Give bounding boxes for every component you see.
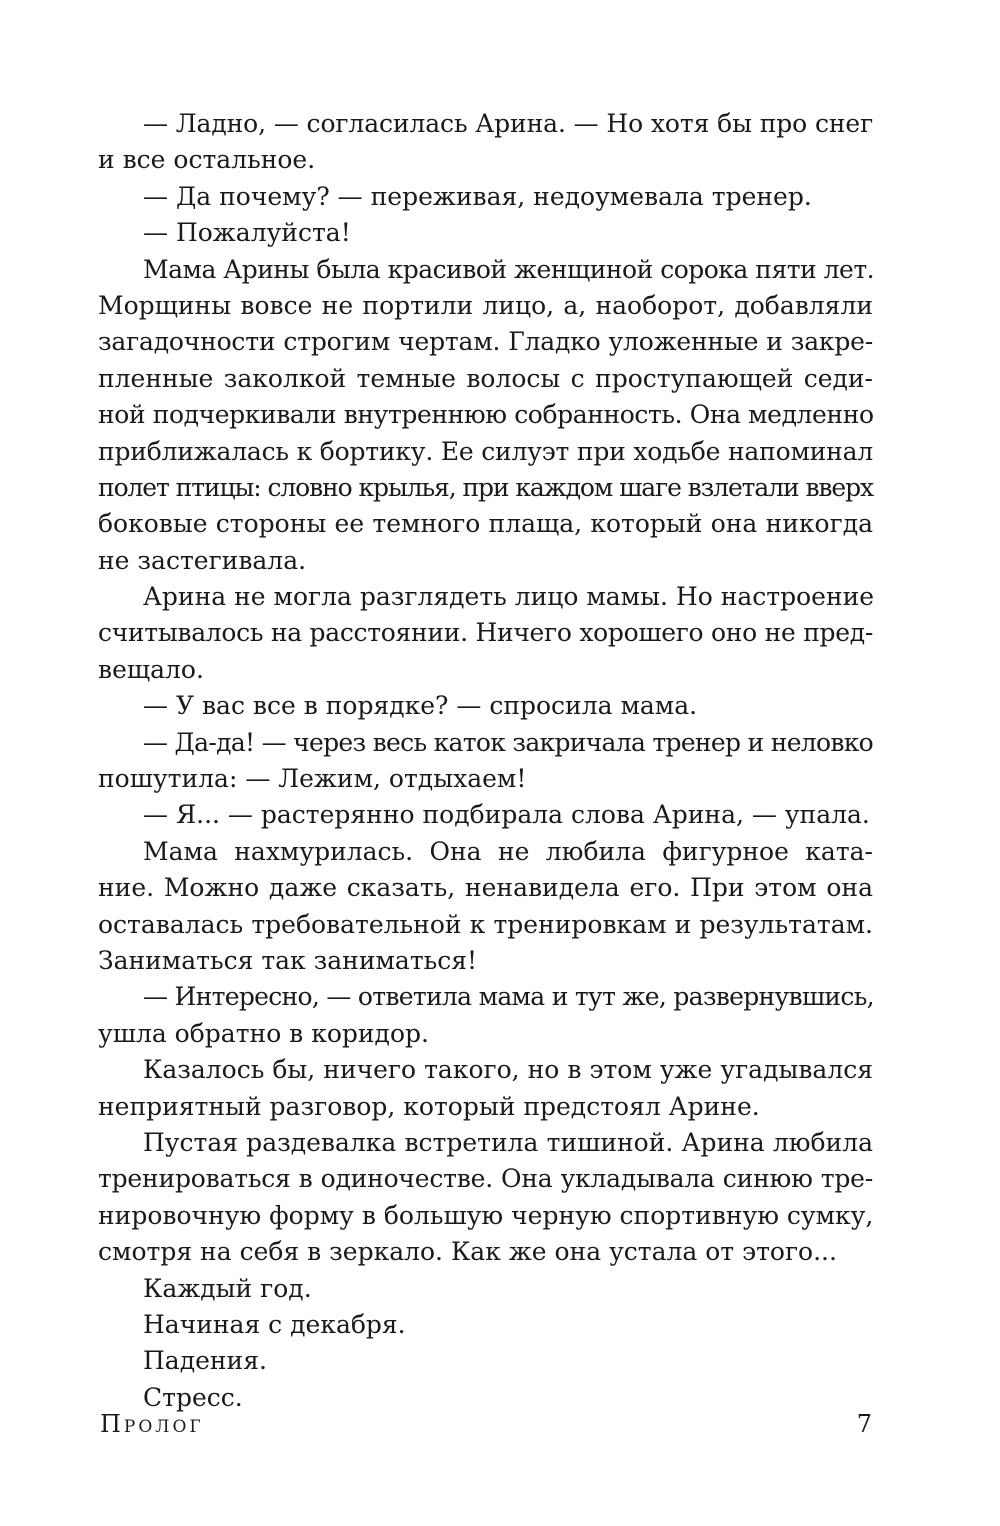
text-line: — Да-да! — через весь каток закричала тренер и неловко — [143, 727, 873, 757]
text-line: вещало. — [98, 654, 204, 684]
text-line: Заниматься так заниматься! — [98, 945, 478, 975]
text-line: ной подчеркивали внутреннюю собранность. Она медленно — [98, 400, 874, 430]
text-line: — Ладно, — согласилась Арина. — Но хотя бы про снег — [143, 109, 874, 138]
text-line: пошутила: — Лежим, отдыхаем! — [98, 764, 527, 794]
text-line: не застегивала. — [98, 545, 307, 575]
text-line: Начиная с декабря. — [143, 1309, 406, 1339]
text-line: Каждый год. — [143, 1273, 312, 1303]
text-line: полет птицы: словно крылья, при каждом шаге взлетали вверх — [98, 472, 873, 502]
text-line: — У вас все в порядке? — спросила мама. — [143, 691, 698, 721]
text-line: — Да почему? — переживая, недоумевала тренер. — [143, 181, 812, 211]
text-line: приближалась к бортику. Ее силуэт при ходьбе напоминал — [98, 436, 873, 466]
text-line: неприятный разговор, который предстоял Арине. — [98, 1091, 760, 1121]
text-line: смотря на себя в зеркало. Как же она устала от этого... — [98, 1237, 837, 1267]
running-head: Пролог — [100, 1410, 204, 1438]
text-line: Пустая раздевалка встретила тишиной. Арина любила — [143, 1127, 873, 1157]
page-footer — [100, 1410, 872, 1450]
text-line: и все остальное. — [98, 145, 316, 175]
text-line: ние. Можно даже сказать, ненавидела его. При этом она — [98, 873, 873, 903]
text-line: нировочную форму в большую черную спортивную сумку, — [98, 1200, 874, 1230]
text-line: Казалось бы, ничего такого, но в этом уже угадывался — [143, 1055, 873, 1085]
text-line: Морщины вовсе не портили лицо, а, наоборот, добавляли — [98, 290, 873, 320]
text-line: пленные заколкой темные волосы с проступающей седи- — [98, 363, 873, 393]
text-line: тренироваться в одиночестве. Она укладывала синюю тре- — [98, 1164, 873, 1194]
body-text — [98, 106, 873, 1416]
text-line: Падения. — [143, 1346, 267, 1376]
page-number: 7 — [856, 1410, 872, 1438]
text-line: — Я... — растерянно подбирала слова Арина, — упала. — [143, 800, 870, 830]
text-line: Арина не могла разглядеть лицо мамы. Но настроение — [143, 582, 875, 612]
text-line: ушла обратно в коридор. — [98, 1018, 429, 1048]
text-line: загадочности строгим чертам. Гладко уложенные и закре- — [98, 327, 873, 357]
text-line: — Интересно, — ответила мама и тут же, развернувшись, — [143, 982, 874, 1012]
text-line: Мама нахмурилась. Она не любила фигурное ката- — [143, 836, 873, 866]
text-line: — Пожалуйста! — [143, 218, 351, 248]
text-line: Стресс. — [143, 1382, 243, 1412]
text-line: Мама Арины была красивой женщиной сорока пяти лет. — [143, 254, 875, 284]
text-line: оставалась требовательной к тренировкам и результатам. — [98, 909, 873, 939]
text-line: считывалось на расстоянии. Ничего хорошего оно не пред- — [98, 618, 873, 648]
text-line: боковые стороны ее темного плаща, который она никогда — [98, 509, 873, 539]
